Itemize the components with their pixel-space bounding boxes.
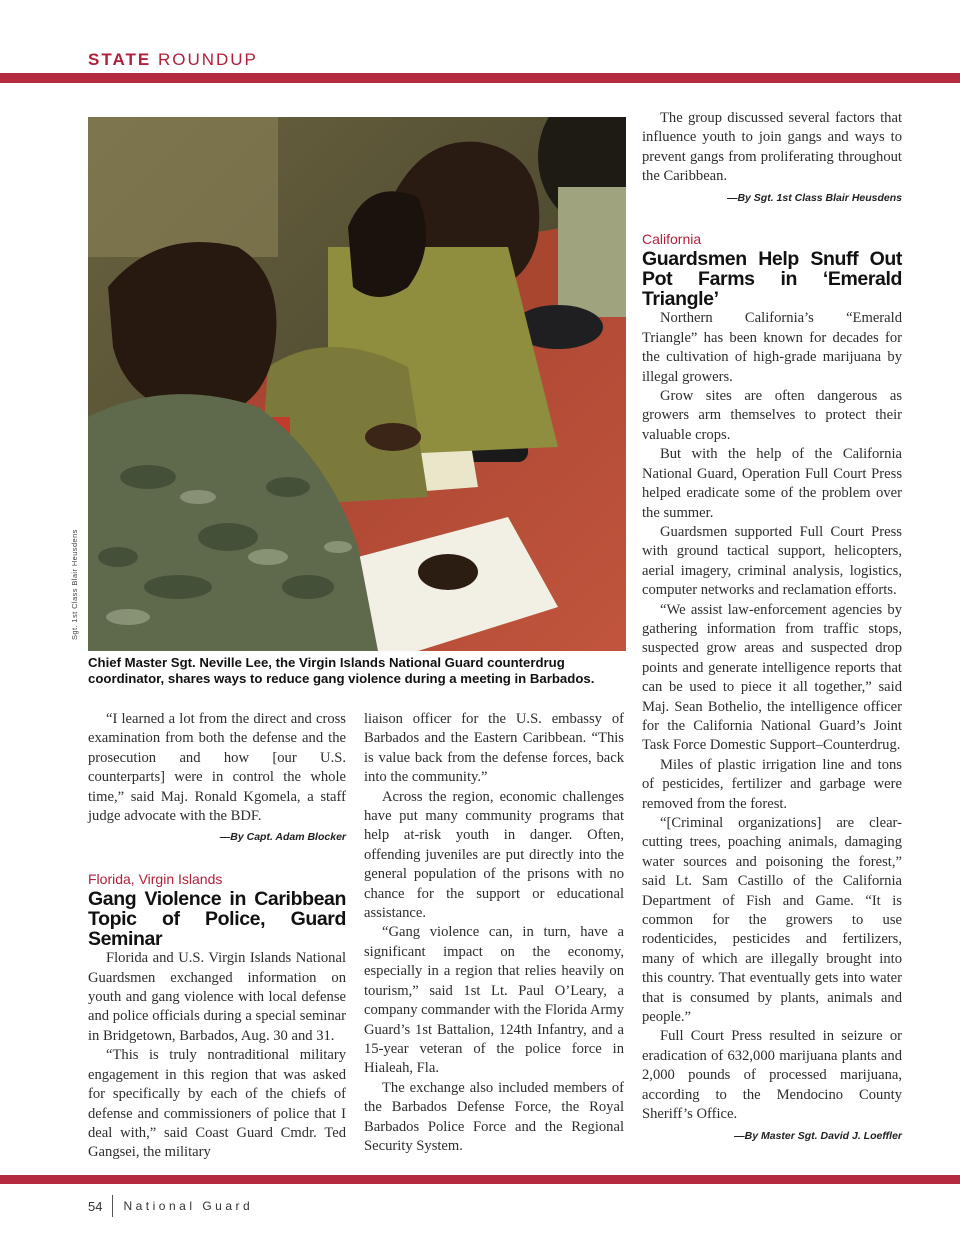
section-label-rest: ROUNDUP — [157, 50, 258, 69]
page-number: 54 — [88, 1198, 103, 1214]
story3-headline: Guardsmen Help Snuff Out Pot Farms in ‘Emerald Triangle’ — [642, 248, 902, 311]
story3-paragraph: Full Court Press resulted in seizure or eradication of 632,000 marijuana plants and 2,000 pounds of processed marijuana, according to the Mendocino County Sheriff’s Office. — [642, 1028, 902, 1123]
story3-byline: —By Master Sgt. David J. Loeffler — [734, 1129, 902, 1142]
story2-continuation: liaison officer for the U.S. embassy of Barbados and the Eastern Caribbean. “This is value back from the defense forces, back into the community.” — [364, 711, 624, 786]
story3-kicker: California — [642, 231, 702, 248]
story1-byline: —By Capt. Adam Blocker — [219, 831, 346, 844]
story2-paragraph: “Gang violence can, in turn, have a significant impact on the economy, especially in a region that relies heavily on tourism,” said 1st Lt. Paul O’Leary, a company commander with the Florida Army Guard’s 1st Battalion, 124th Infantry, and a 15-year veteran of the police force in Hialeah, Fla. — [364, 924, 624, 1077]
section-label-bold: STATE — [88, 50, 152, 69]
story2-paragraph: The exchange also included members of the Barbados Defense Force, the Royal Barbados Police Force and the Regional Security System. — [364, 1079, 624, 1154]
column-left — [88, 710, 346, 1163]
meeting-photo — [88, 117, 626, 651]
story1-paragraph: “I learned a lot from the direct and cross examination from both the defense and the prosecution and how [our U.S. counterparts] were in control the whole time,” said Maj. Ronald Kgomela, a staff judge advocate with the BDF. — [88, 711, 346, 825]
footer-divider — [112, 1195, 113, 1217]
story3-paragraph: Grow sites are often dangerous as growers arm themselves to protect their valuable crops. — [642, 388, 902, 443]
story3-paragraph: “[Criminal organizations] are clear-cutting trees, poaching animals, damaging water sources and poisoning the forest,” said Lt. Sam Castillo of the California Department of Fish and Game. “It is common for the growers to use rodenticides, pesticides and fertilizers, many of which are illegally brought into this country. That eventually gets into water that is consumed by plants, animals and people.” — [642, 815, 902, 1026]
story2-kicker: Florida, Virgin Islands — [88, 870, 223, 887]
photo-credit: Sgt. 1st Class Blair Heusdens — [70, 529, 79, 640]
page-footer — [88, 1195, 253, 1217]
story3-paragraph: Northern California’s “Emerald Triangle” has been known for decades for the cultivation of high-grade marijuana by illegal growers. — [642, 310, 902, 385]
story2-paragraph: Across the region, economic challenges have put many community programs that help at-risk youth in danger. Often, offending juveniles are put directly into the general population of the prisons with no chance for the support or educational assistance. — [364, 788, 624, 922]
section-label — [88, 50, 258, 70]
story3-paragraph: Miles of plastic irrigation line and tons of pesticides, fertilizer and garbage were removed from the forest. — [642, 756, 902, 812]
story2-paragraph: “This is truly nontraditional military engagement in this region that was asked for specifically by each of the chiefs of defense and commissioners of police that I deal with,” said Coast Guard Cmdr. Ted Gangsei, the military — [88, 1047, 346, 1161]
story3-paragraph: Guardsmen supported Full Court Press with ground tactical support, helicopters, aerial imagery, criminal analysis, logistics, computer networks and reclamation efforts. — [642, 523, 902, 599]
story2-paragraph: The group discussed several factors that influence youth to join gangs and ways to prevent gangs from proliferating throughout the Caribbean. — [642, 110, 902, 185]
story2-paragraph: Florida and U.S. Virgin Islands National Guardsmen exchanged information on youth and gang violence with local defense and police officials during a special seminar in Bridgetown, Barbados, Aug. 30 and 31. — [88, 950, 346, 1044]
column-right — [642, 109, 902, 1146]
story3-paragraph: “We assist law-enforcement agencies by gathering information from traffic stops, suspected grow areas and suspected drop points and generate intelligence reports that can be used to piece it all together,” said Maj. Sean Bothelio, the intelligence officer for the California National Guard’s Joint Task Force Domestic Support–Counterdrug. — [642, 601, 902, 754]
story3-paragraph: But with the help of the California National Guard, Operation Full Court Press helped eradicate some of the problem over the summer. — [642, 446, 902, 521]
bottom-rule — [0, 1175, 960, 1184]
publication-name: National Guard — [123, 1199, 254, 1213]
photo-caption: Chief Master Sgt. Neville Lee, the Virgin Islands National Guard counterdrug coordinator, shares ways to reduce gang violence during a meeting in Barbados. — [88, 655, 595, 686]
story2-byline: —By Sgt. 1st Class Blair Heusdens — [726, 191, 902, 204]
story2-headline: Gang Violence in Caribbean Topic of Police, Guard Seminar — [88, 888, 346, 951]
column-middle — [364, 710, 624, 1156]
top-rule — [0, 73, 960, 83]
